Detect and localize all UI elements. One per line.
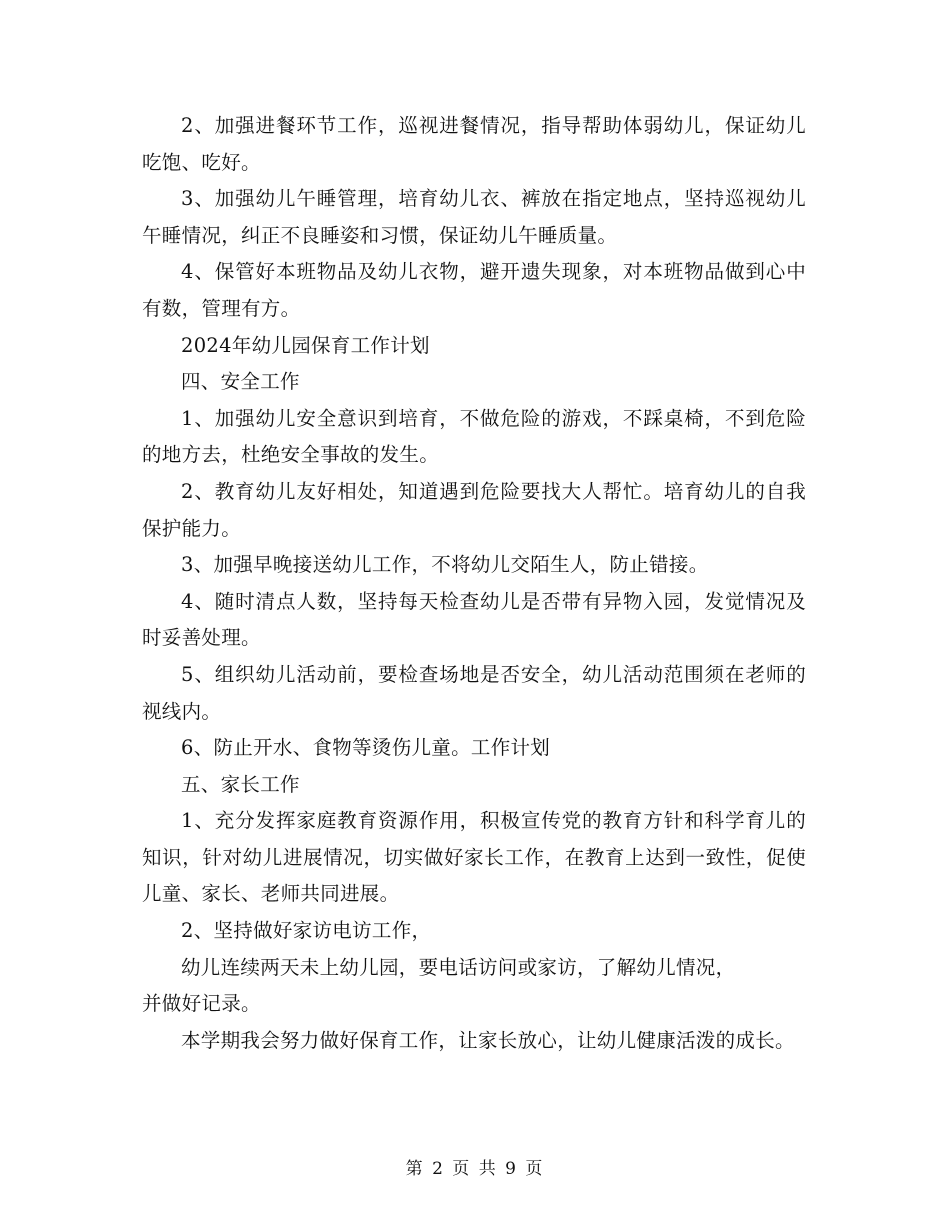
paragraph-meal: 2、加强进餐环节工作，巡视进餐情况，指导帮助体弱幼儿，保证幼儿 吃饱、吃好。: [142, 114, 806, 174]
paragraph-safety-2: 2、教育幼儿友好相处，知道遇到危险要找大人帮忙。培育幼儿的自我保护能力。: [142, 479, 806, 540]
paragraph-belongings: 4、保管好本班物品及幼儿衣物，避开遗失现象，对本班物品做到心中有数，管理有方。: [142, 260, 806, 320]
paragraph-parents-2: 2、坚持做好家访电访工作，: [181, 919, 432, 943]
paragraph-safety-4: 4、随时清点人数，坚持每天检查幼儿是否带有异物入园，发觉情况及时妥善处理。: [142, 589, 806, 650]
heading-parents: 五、家长工作: [181, 772, 300, 796]
page-footer: 第 2 页 共 9 页: [405, 1159, 545, 1179]
paragraph-nap: 3、加强幼儿午睡管理，培育幼儿衣、裤放在指定地点，坚持巡视幼儿午睡情况，纠正不良睡姿和习惯，保证幼儿午睡质量。: [142, 187, 806, 247]
paragraph-parents-visit: 幼儿连续两天未上幼儿园，要电话访问或家访，了解幼儿情况，: [181, 955, 736, 979]
paragraph-safety-6: 6、防止开水、食物等烫伤儿童。工作计划: [181, 736, 551, 760]
paragraph-safety-5: 5、组织幼儿活动前，要检查场地是否安全，幼儿活动范围须在老师的视线内。: [142, 662, 806, 723]
paragraph-safety-1: 1、加强幼儿安全意识到培育，不做危险的游戏，不踩桌椅，不到危险的地方去，杜绝安全事故的发生。: [142, 406, 806, 467]
paragraph-parents-record: 并做好记录。: [142, 992, 261, 1016]
paragraph-closing: 本学期我会努力做好保育工作，让家长放心，让幼儿健康活泼的成长。: [181, 1028, 795, 1052]
paragraph-parents-1: 1、充分发挥家庭教育资源作用，积极宣传党的教育方针和科学育儿的知识，针对幼儿进展情况，切实做好家长工作，在教育上达到一致性，促使儿童、家长、老师共同进展。: [142, 809, 806, 906]
heading-safety: 四、安全工作: [181, 370, 300, 394]
paragraph-safety-3: 3、加强早晚接送幼儿工作，不将幼儿交陌生人，防止错接。: [181, 553, 709, 577]
document-body: [142, 108, 806, 1059]
paragraph-plan-title: 2024年幼儿园保育工作计划: [181, 333, 430, 357]
